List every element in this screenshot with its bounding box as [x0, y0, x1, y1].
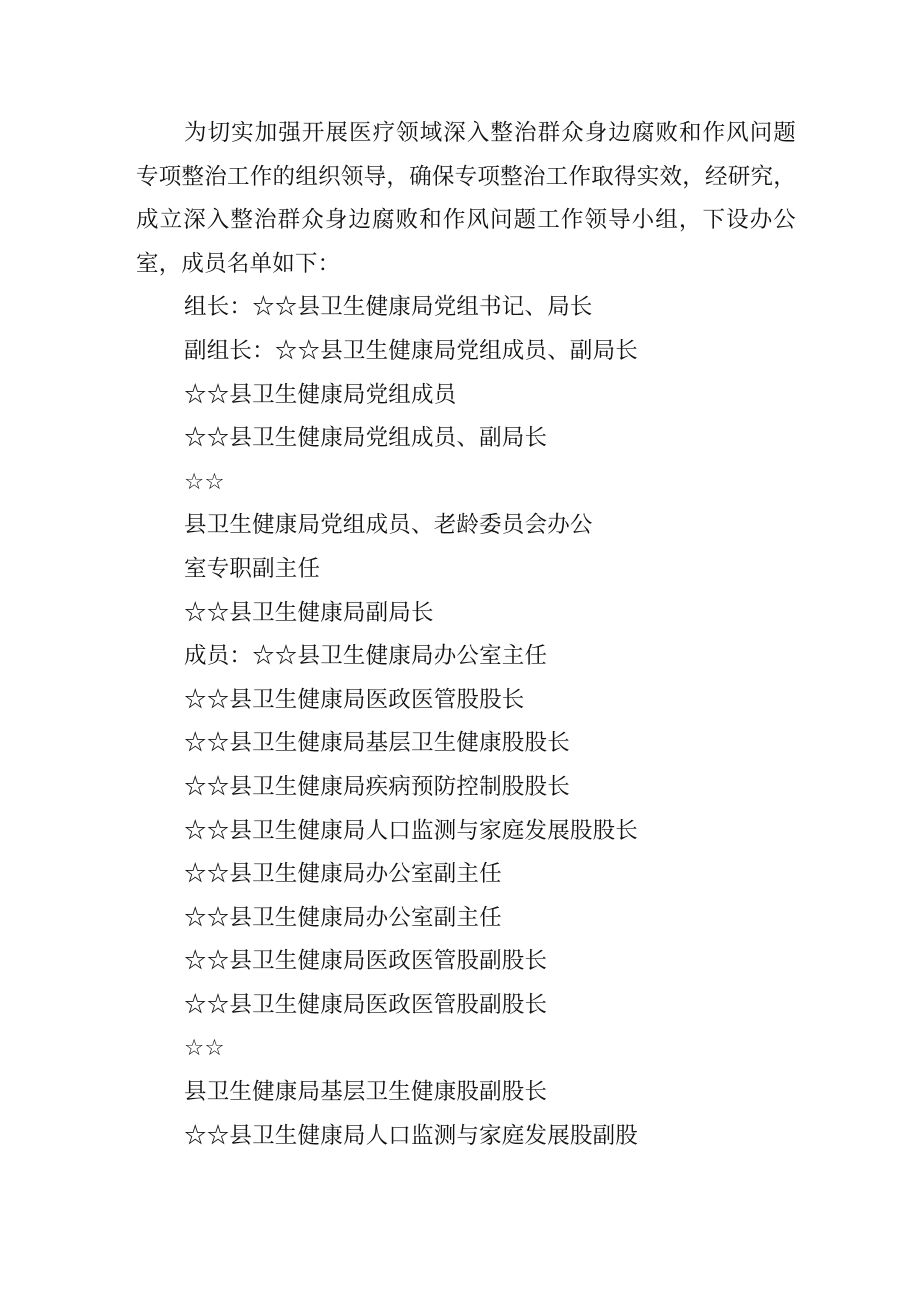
member-line: ☆☆县卫生健康局人口监测与家庭发展股副股: [184, 1122, 639, 1149]
member-line-leader: 组长：☆☆县卫生健康局党组书记、局长: [184, 294, 593, 321]
member-line: ☆☆: [184, 1035, 225, 1062]
member-line: ☆☆县卫生健康局医政医管股副股长: [184, 991, 548, 1018]
intro-paragraph: 为切实加强开展医疗领域深入整治群众身边腐败和作风问题专项整治工作的组织领导，确保专项整治工作取得实效，经研究，成立深入整治群众身边腐败和作风问题工作领导小组，下设办公室，成员名单如下：: [136, 120, 796, 277]
member-line: 县卫生健康局基层卫生健康股副股长: [184, 1079, 548, 1106]
member-line-members: 成员：☆☆县卫生健康局办公室主任: [184, 643, 548, 670]
member-line: ☆☆县卫生健康局副局长: [184, 599, 434, 626]
member-line: ☆☆县卫生健康局疾病预防控制股股长: [184, 773, 570, 800]
member-line: ☆☆县卫生健康局办公室副主任: [184, 904, 502, 931]
document-body: [136, 112, 796, 1158]
member-line: ☆☆县卫生健康局基层卫生健康股股长: [184, 730, 570, 757]
member-line: 县卫生健康局党组成员、老龄委员会办公: [184, 512, 593, 539]
member-line: ☆☆县卫生健康局医政医管股股长: [184, 686, 525, 713]
member-line: ☆☆县卫生健康局人口监测与家庭发展股股长: [184, 817, 639, 844]
member-line: 室专职副主任: [184, 555, 321, 582]
member-list: [136, 286, 796, 1158]
member-line: ☆☆: [184, 468, 225, 495]
member-line: ☆☆县卫生健康局党组成员: [184, 381, 457, 408]
member-line-deputy-leader: 副组长：☆☆县卫生健康局党组成员、副局长: [184, 337, 639, 364]
member-line: ☆☆县卫生健康局医政医管股副股长: [184, 948, 548, 975]
member-line: ☆☆县卫生健康局党组成员、副局长: [184, 425, 548, 452]
member-line: ☆☆县卫生健康局办公室副主任: [184, 861, 502, 888]
